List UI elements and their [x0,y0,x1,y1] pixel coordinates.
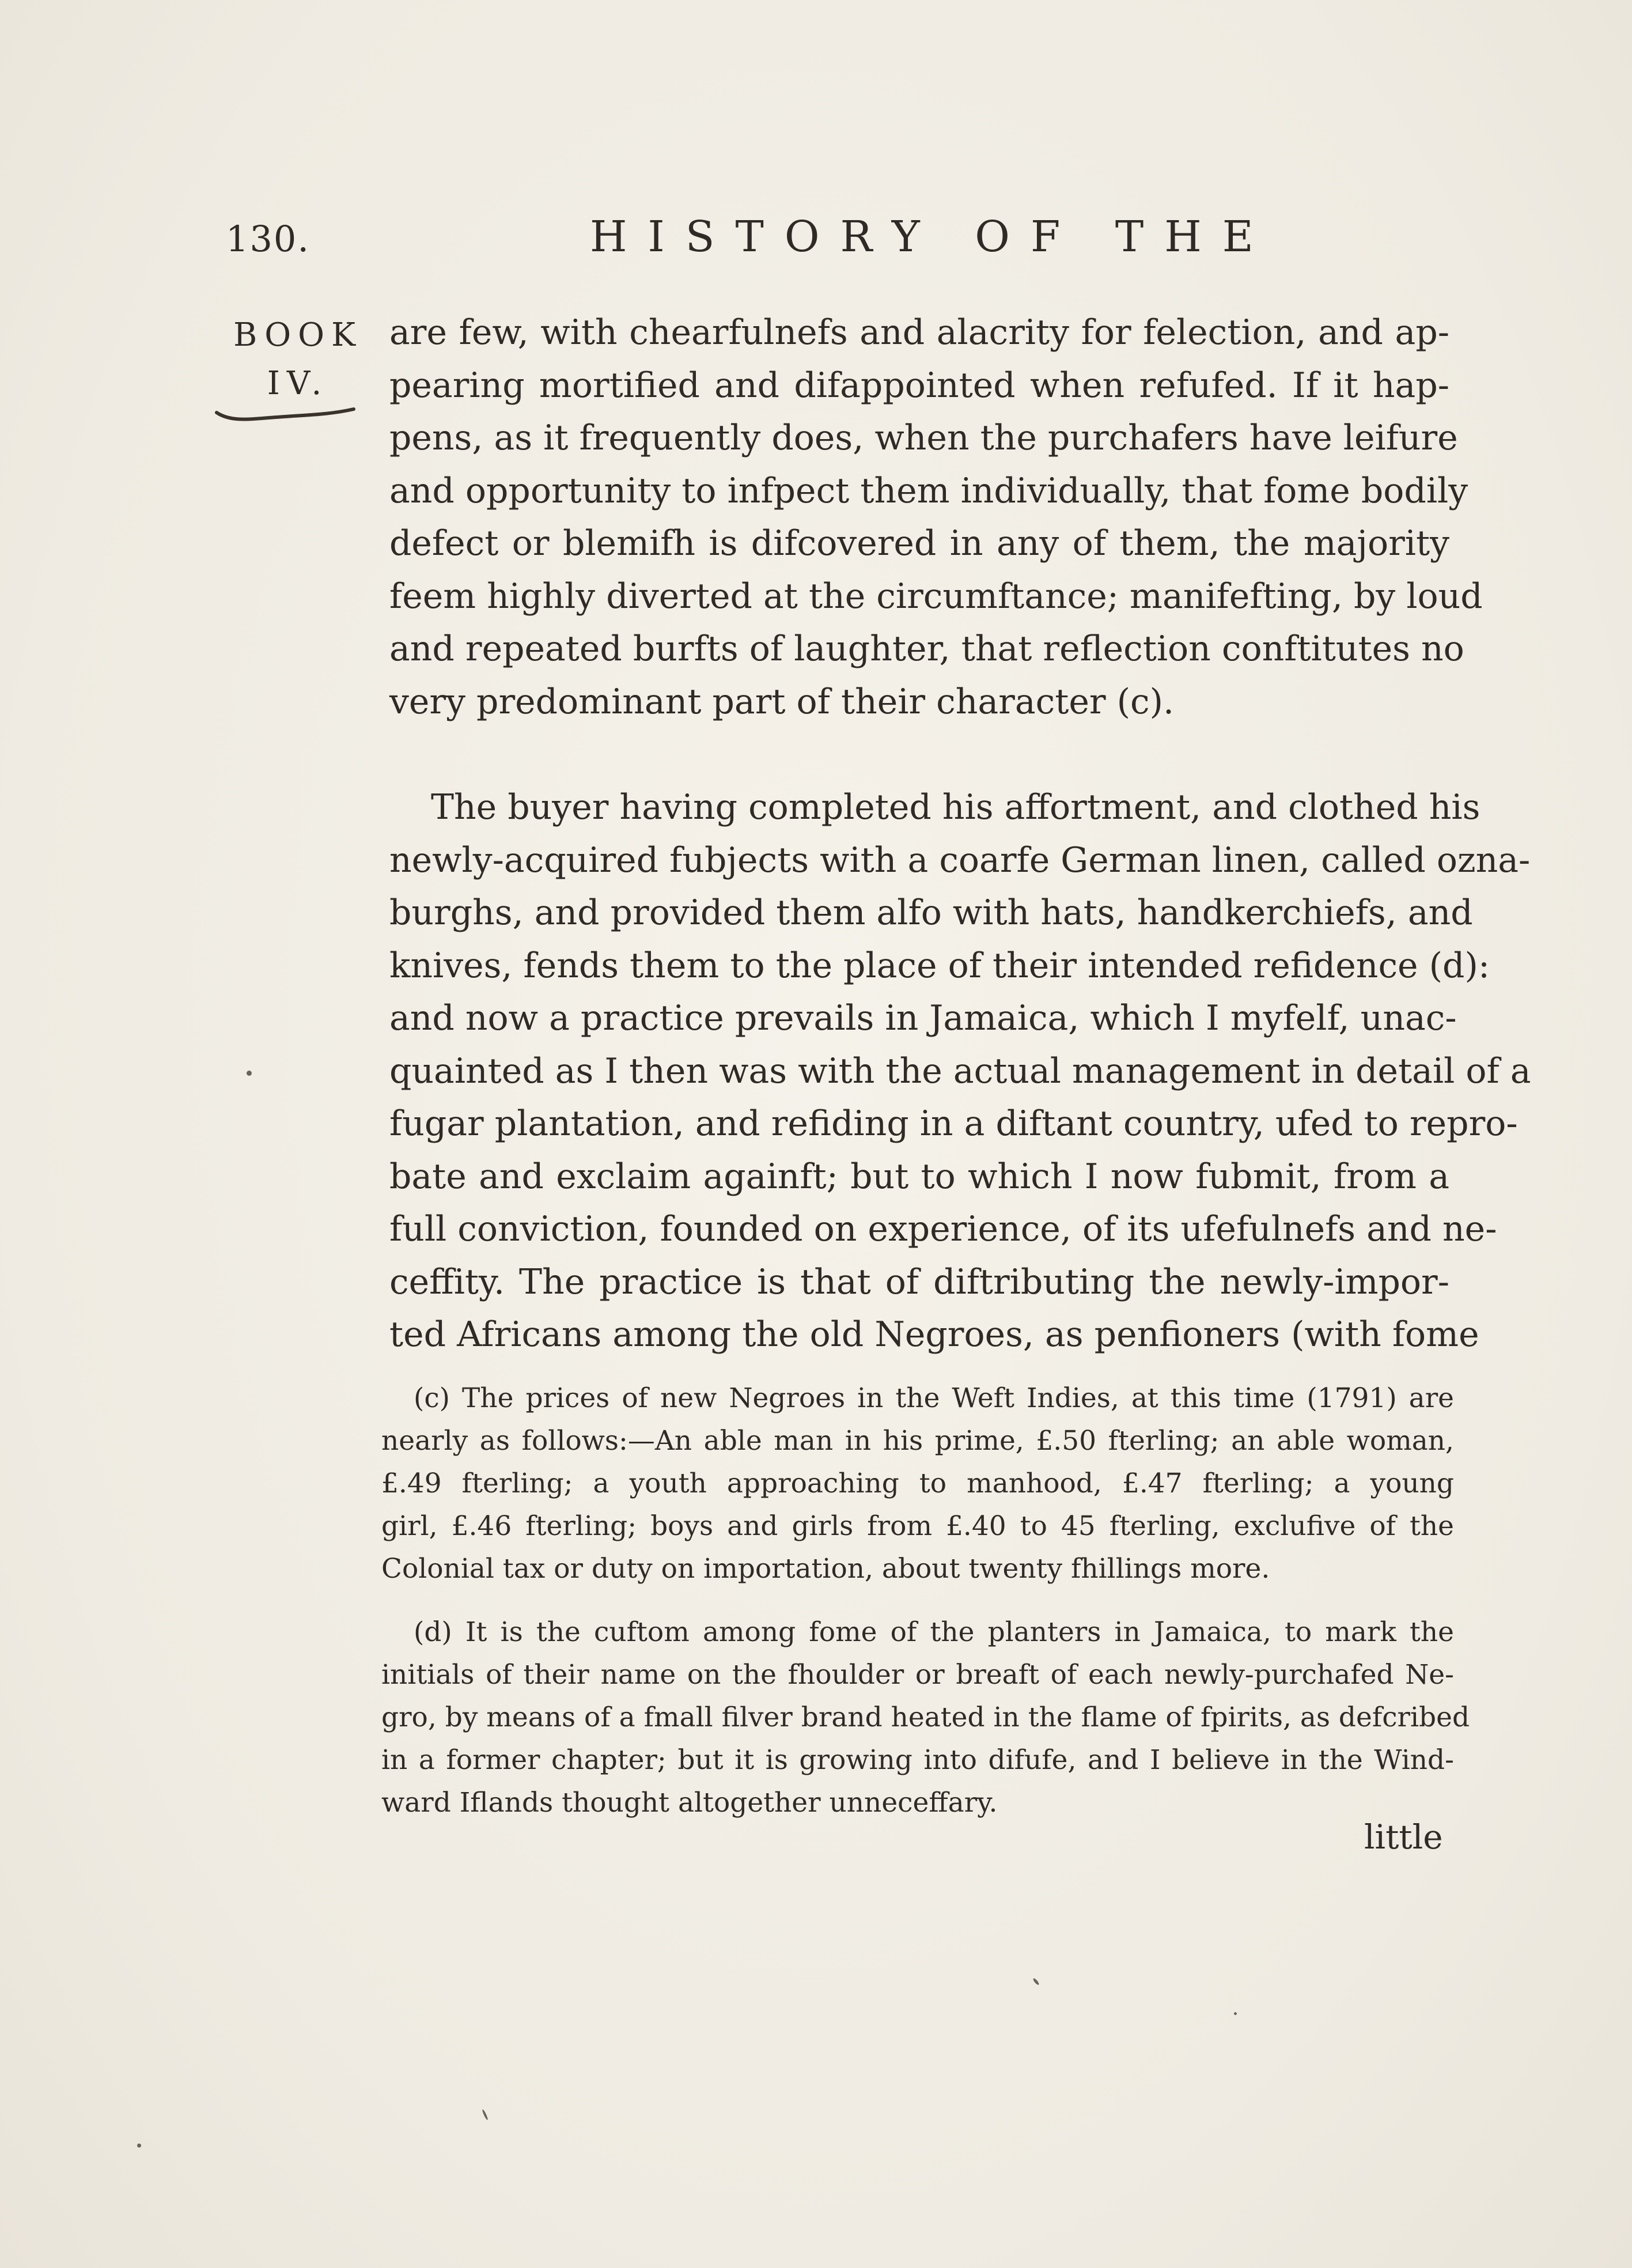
footnote-line: initials of their name on the fhoulder or breaft of each newly-purchafed Ne- [381,1659,1454,1691]
paper-speck [1032,1978,1040,1986]
footnote-line: gro, by means of a fmall filver brand heated in the flame of fpirits, as defcribed [381,1702,1470,1733]
footnote-line: (d) It is the cuftom among fome of the planters in Jamaica, to mark the [414,1616,1454,1648]
footnote-line: girl, £.46 fterling; boys and girls from £.40 to 45 fterling, exclufive of the [381,1510,1454,1542]
text-line: ceffity. The practice is that of diftributing the newly-impor- [389,1261,1449,1302]
footnote-d [381,1611,1470,1824]
text-line: and now a practice prevails in Jamaica, which I myfelf, unac- [389,998,1457,1038]
footnote-line: nearly as follows:—An able man in his prime, £.50 fterling; an able woman, [381,1425,1454,1457]
margin-flourish-ornament [213,407,357,424]
text-line: burghs, and provided them alfo with hats, handkerchiefs, and [389,893,1473,933]
footnote-c [381,1377,1454,1590]
paper-speck [482,2109,489,2120]
text-line: and repeated burfts of laughter, that reflection conftitutes no [389,629,1464,669]
text-line: are few, with chearfulnefs and alacrity for felection, and ap- [389,312,1449,353]
paper-speck [1234,2012,1237,2015]
paper-speck [137,2144,141,2148]
footnote-line: (c) The prices of new Negroes in the Weft Indies, at this time (1791) are [414,1382,1454,1414]
footnotes [381,1377,1470,1824]
text-line: and opportunity to infpect them individually, that fome bodily [389,470,1468,511]
footnote-line: Colonial tax or duty on importation, about twenty fhillings more. [381,1553,1270,1585]
page-number: 130. [226,218,311,260]
text-line: quainted as I then was with the actual management in detail of a [389,1050,1531,1091]
text-line: feem highly diverted at the circumftance; manifefting, by loud [389,576,1483,617]
text-line: The buyer having completed his affortment, and clothed his [431,787,1480,827]
footnote-line: £.49 fterling; a youth approaching to manhood, £.47 fterling; a young [381,1468,1454,1499]
text-line: pearing mortified and difappointed when refufed. If it hap- [389,365,1449,406]
text-line: bate and exclaim againft; but to which I now fubmit, from a [389,1156,1449,1197]
footnote-line: in a former chapter; but it is growing into difufe, and I believe in the Wind- [381,1744,1454,1776]
text-line: knives, fends them to the place of their intended refidence (d): [389,945,1490,986]
text-line: fugar plantation, and refiding in a diftant country, ufed to repro- [389,1103,1518,1144]
book-number: IV. [267,365,329,402]
text-line: ted Africans among the old Negroes, as penfioners (with fome [389,1314,1479,1355]
text-line: very predominant part of their character (c). [389,681,1175,722]
text-line: newly-acquired fubjects with a coarfe German linen, called ozna- [389,840,1531,880]
paper-speck [247,1071,252,1076]
text-line: defect or blemifh is difcovered in any of them, the majority [389,523,1449,564]
paragraph-1 [389,307,1483,728]
text-line: pens, as it frequently does, when the purchafers have leifure [389,418,1458,458]
catchword: little [1364,1817,1443,1857]
text-line: full conviction, founded on experience, of its ufefulnefs and ne- [389,1209,1497,1249]
paragraph-2 [389,781,1531,1362]
running-head: HISTORY OF THE [590,212,1274,262]
main-text [389,307,1531,1362]
book-label: BOOK [233,316,362,354]
margin-book-label [226,311,370,408]
footnote-line: ward Iflands thought altogether unneceffary. [381,1787,998,1819]
